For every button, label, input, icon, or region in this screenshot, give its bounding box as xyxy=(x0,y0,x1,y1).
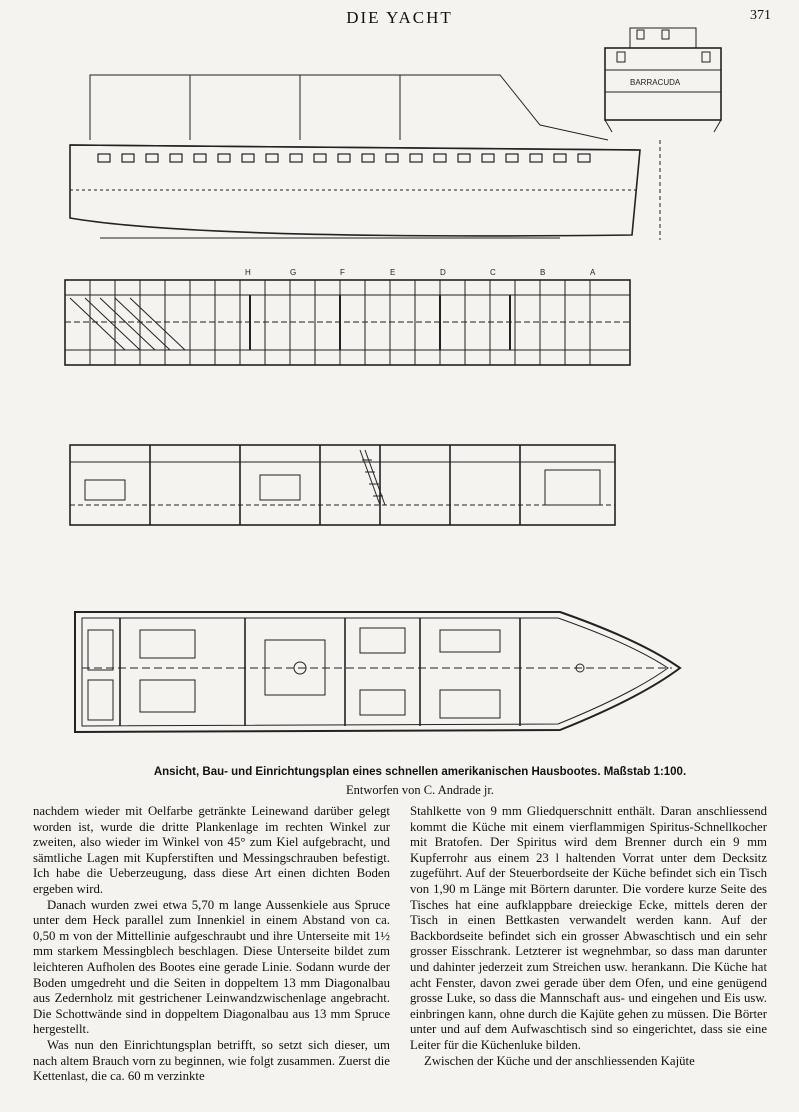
arrangement-plan xyxy=(75,612,680,732)
paragraph: Stahlkette von 9 mm Gliedquerschnitt enthält. Daran anschliessend kommt die Küche mit einem vierflammigen Spiritus-Schnellkocher mit Bratofen. Der Spiritus wird dem Brenner durch ein 9 mm Kupferrohr aus einem 23 l haltenden Vorrat unter dem Decksitz zugeführt. Auf der Steuerbordseite der Küche befindet sich ein Tisch von 1,90 m Länge mit Börtern darunter. Die vordere kurze Seite des Tisches hat eine aufklappbare dreieckige Ecke, mittels deren der Tisch in einen Bettkasten verwandelt werden kann. Auf der Backbordseite befindet sich ein grosser Abwaschtisch und ein sehr grosser Eisschrank. Letzterer ist wegnehmbar, so dass man darunter und dahinter jederzeit zum Streichen usw. herankann. Die Küche hat acht Fenster, davon zwei gerade über dem Ofen, und eine genügend grosse Luke, so dass die Mannschaft aus- und eingehen und Eis usw. einbringen kann, ohne durch die Kajüte gehen zu müssen. Die Börter unter und auf dem Aufwaschtisch sind so eingerichtet, dass sie eine Leiter für die Küchenluke bilden. xyxy=(410,804,767,1052)
page-header-title: DIE YACHT xyxy=(346,8,453,27)
construction-plan xyxy=(65,280,630,365)
paragraph: Danach wurden zwei etwa 5,70 m lange Aussenkiele aus Spruce unter dem Heck parallel zum Innenkiel in einem Abstand von ca. 0,50 m von der Mittellinie aufgeschraubt und ihre Unterseite mit 1½ mm starkem Messingblech beschlagen. Diese Unterseite bildet zum leichteren Aufholen des Bootes eine gerade Linie. Sodann wurde der Boden umgedreht und die Seiten in doppeltem 13 mm Diagonalbau aus Zedernholz mit gestrichener Leinwandzwischenlage angebracht. Die Schottwände sind in doppeltem Diagonalbau aus 13 mm Spruce hergestellt. xyxy=(33,897,390,1037)
station-label-e: E xyxy=(390,268,396,277)
station-label-c: C xyxy=(490,268,496,277)
station-label-d: D xyxy=(440,268,446,277)
text-column-left xyxy=(33,804,390,1085)
figure-credit: Entworfen von C. Andrade jr. xyxy=(346,783,494,797)
paragraph: Was nun den Einrichtungsplan betrifft, so setzt sich dieser, um nach altem Brauch vorn zu beginnen, wie folgt zusammen. Zuerst die Kettenlast, die ca. 60 m verzinkte xyxy=(33,1037,390,1084)
paragraph: Zwischen der Küche und der anschliessenden Kajüte xyxy=(424,1053,695,1068)
station-label-h: H xyxy=(245,268,251,277)
text-column-right xyxy=(410,804,767,1069)
station-label-a: A xyxy=(590,268,596,277)
station-label-b: B xyxy=(540,268,546,277)
section-view-label: BARRACUDA xyxy=(630,78,681,87)
station-label-g: G xyxy=(290,268,297,277)
profile-windows xyxy=(98,154,590,162)
paragraph: nachdem wieder mit Oelfarbe getränkte Leinewand darüber gelegt worden ist, wurde die dritte Plankenlage im rechten Winkel zur zweiten, also wieder im Winkel von 45° zum Kiel aufgebracht, und sämtliche Lagen mit Kupferstiften und Messingschrauben befestigt. Ich habe die Ueberzeugung, dass diese Art einen dichten Boden ergeben wird. xyxy=(33,804,390,896)
figure-caption: Ansicht, Bau- und Einrichtungsplan eines schnellen amerikanischen Hausbootes. Maßstab 1:100. xyxy=(153,766,687,778)
interior-section xyxy=(70,445,615,525)
station-label-f: F xyxy=(340,268,345,277)
page-number: 371 xyxy=(750,8,771,23)
